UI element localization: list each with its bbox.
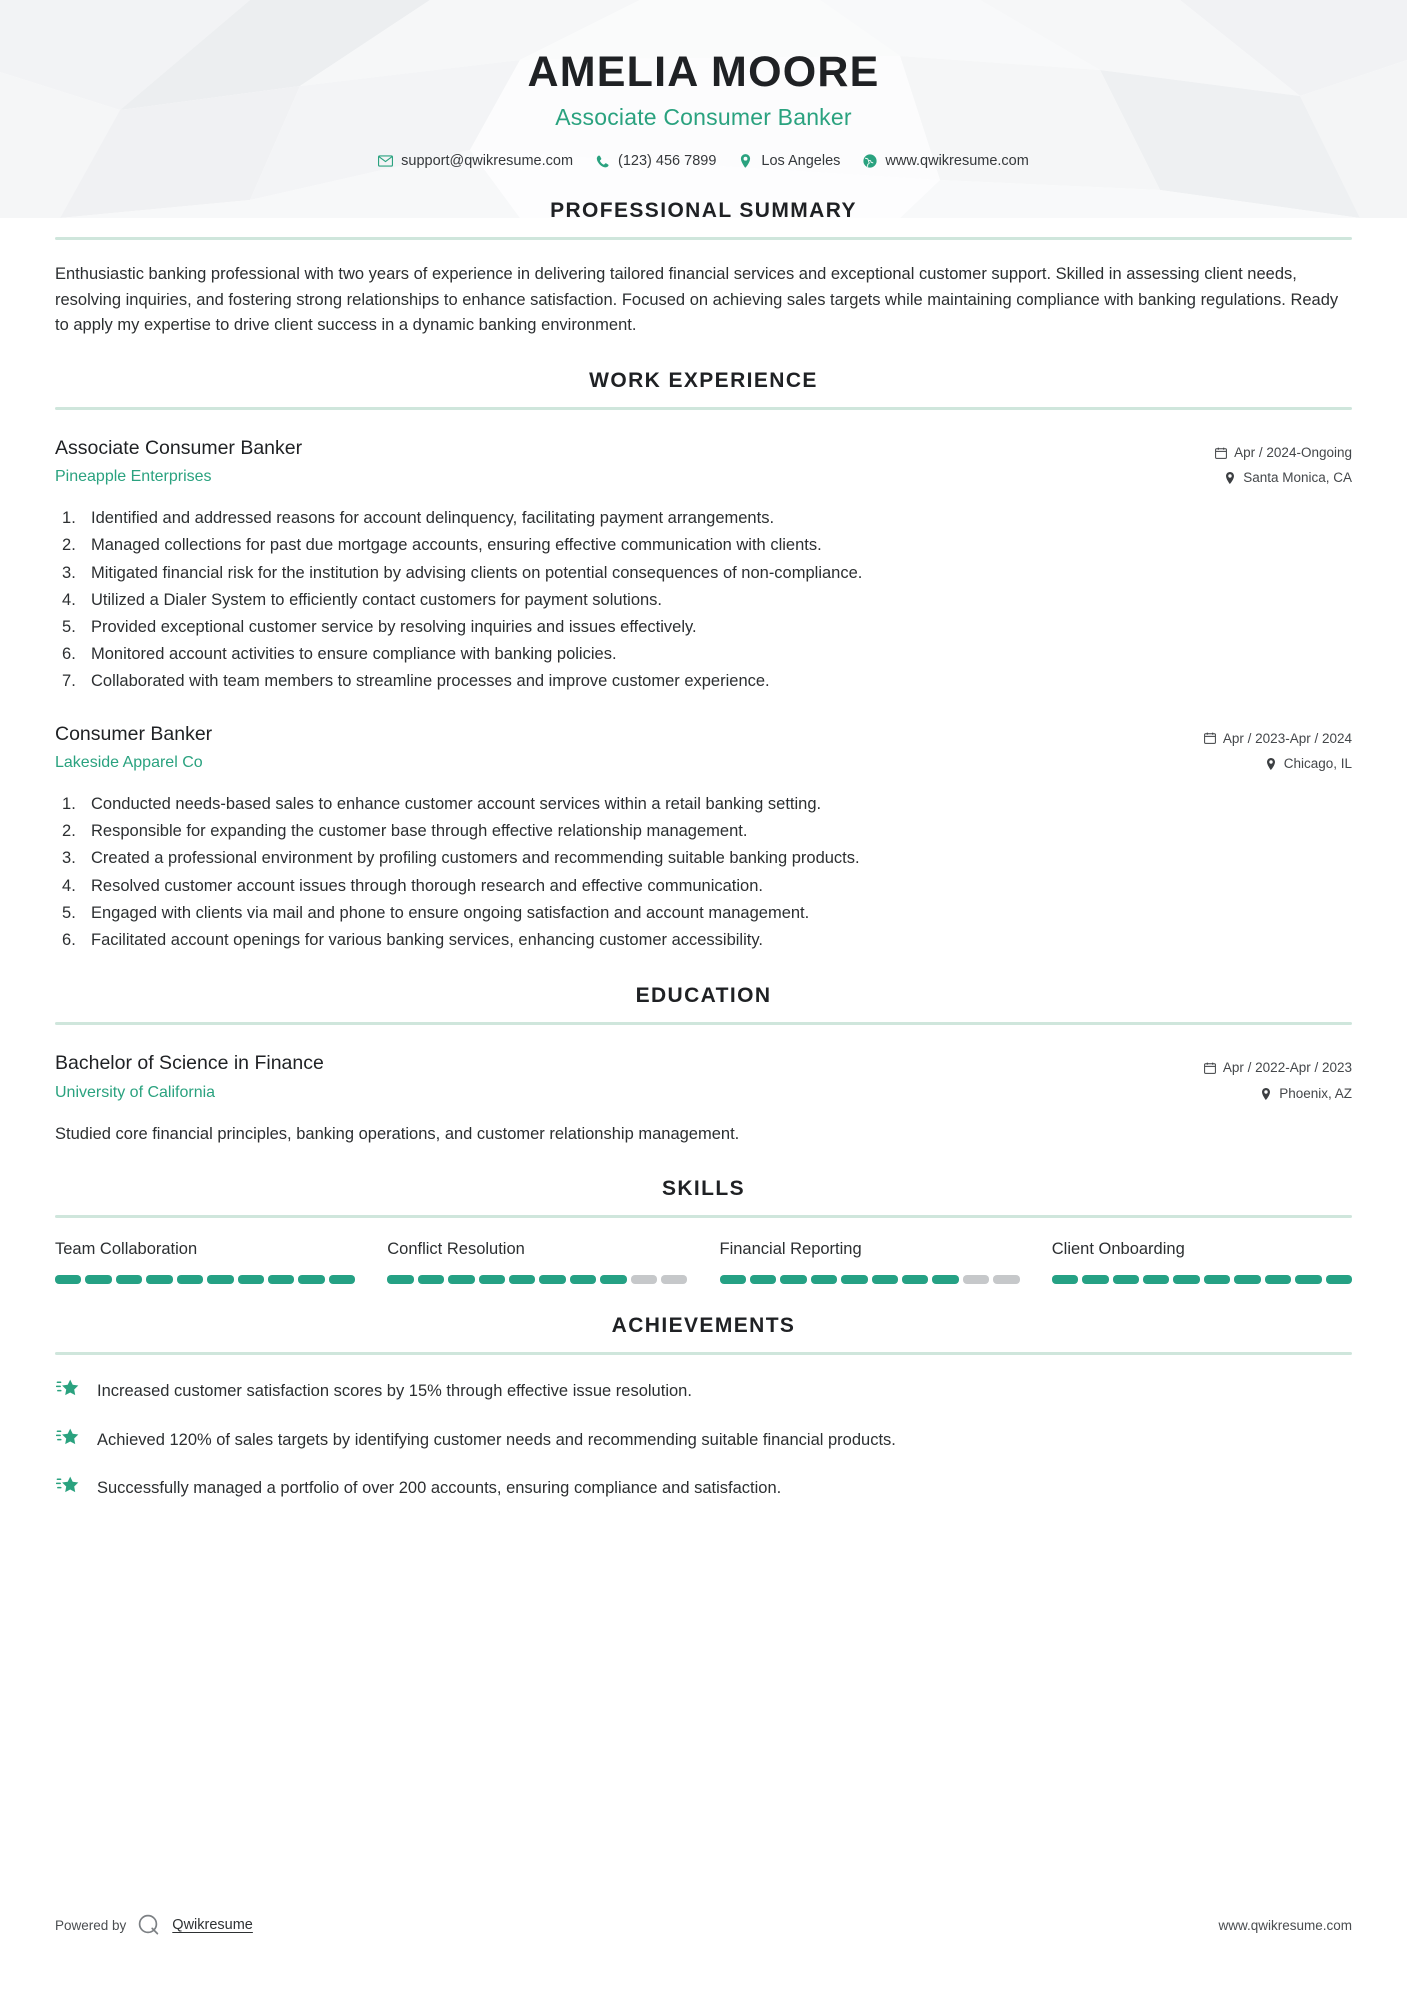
footer-website[interactable]: www.qwikresume.com [1218, 1917, 1352, 1933]
list-item: Conducted needs-based sales to enhance customer account services within a retail banking setting. [91, 794, 822, 813]
skill-rating-segment [780, 1275, 806, 1284]
skill-rating-segment [418, 1275, 444, 1284]
skill-item [1052, 1240, 1352, 1284]
education-meta [1142, 1051, 1352, 1106]
experience-dates: Apr / 2023-Apr / 2024 [1222, 730, 1352, 746]
skill-rating-segment [1052, 1275, 1078, 1284]
section-title-experience: WORK EXPERIENCE [589, 368, 818, 392]
contact-phone[interactable] [589, 153, 722, 169]
list-item: Created a professional environment by profiling customers and recommending suitable banking products. [91, 849, 860, 868]
education-location-line [1142, 1081, 1352, 1107]
skill-rating-segment [207, 1275, 233, 1284]
skill-rating-segment [570, 1275, 596, 1284]
list-item: Responsible for expanding the customer base through effective relationship management. [91, 822, 748, 841]
resume-header [55, 0, 1352, 131]
contact-email-text: support@qwikresume.com [401, 153, 574, 170]
education-institution: University of California [55, 1083, 216, 1101]
list-item: Identified and addressed reasons for account delinquency, facilitating payment arrangements. [91, 509, 775, 528]
skill-rating-segment [238, 1275, 264, 1284]
contact-website-text: www.qwikresume.com [885, 153, 1029, 170]
list-item: Monitored account activities to ensure compliance with banking policies. [91, 645, 617, 664]
page-footer [55, 1912, 1352, 1938]
skills-grid [55, 1240, 1352, 1284]
powered-by-label: Powered by [55, 1917, 127, 1933]
skill-rating-bar [55, 1275, 355, 1284]
skill-rating-segment [631, 1275, 657, 1284]
list-item: Engaged with clients via mail and phone to ensure ongoing satisfaction and account management. [91, 903, 810, 922]
experience-entry [55, 722, 1352, 955]
list-item: Facilitated account openings for various banking services, enhancing customer accessibility. [91, 931, 763, 950]
experience-location: Santa Monica, CA [1243, 470, 1352, 486]
section-work-experience [55, 369, 1352, 954]
education-dates-line [1142, 1055, 1352, 1081]
skill-rating-segment [1173, 1275, 1199, 1284]
calendar-icon [1215, 446, 1227, 459]
skill-label: Team Collaboration [55, 1239, 198, 1258]
experience-entry-header [55, 436, 1352, 491]
list-item: Mitigated financial risk for the institution by advising clients on potential consequences of non-compliance. [91, 563, 863, 582]
star-icon [55, 1376, 81, 1402]
skill-rating-segment [85, 1275, 111, 1284]
map-pin-icon [1224, 472, 1236, 485]
phone-icon [595, 154, 610, 169]
skill-rating-segment [329, 1275, 355, 1284]
contact-email[interactable] [372, 153, 579, 169]
education-entry [55, 1051, 1352, 1147]
skill-rating-segment [1326, 1275, 1352, 1284]
achievement-text: Successfully managed a portfolio of over 200 accounts, ensuring compliance and satisfaction. [97, 1479, 782, 1498]
skill-rating-segment [1082, 1275, 1108, 1284]
skill-item [720, 1240, 1020, 1284]
skill-rating-segment [661, 1275, 687, 1284]
skill-item [55, 1240, 355, 1284]
section-skills [55, 1177, 1352, 1284]
section-title-education: EDUCATION [635, 984, 772, 1008]
skill-rating-segment [448, 1275, 474, 1284]
achievement-text: Achieved 120% of sales targets by identifying customer needs and recommending suitable financial products. [97, 1430, 896, 1449]
skill-item [387, 1240, 687, 1284]
skill-rating-segment [902, 1275, 928, 1284]
skill-rating-segment [387, 1275, 413, 1284]
section-title-skills: SKILLS [661, 1176, 746, 1200]
map-pin-icon [738, 154, 753, 169]
star-icon [55, 1473, 81, 1499]
skill-rating-bar [720, 1275, 1020, 1284]
skill-rating-segment [55, 1275, 81, 1284]
experience-role: Consumer Banker [55, 722, 213, 745]
education-description: Studied core financial principles, banking operations, and customer relationship management. [55, 1124, 740, 1143]
section-divider [55, 1352, 1352, 1355]
contact-website[interactable] [856, 153, 1034, 169]
education-location: Phoenix, AZ [1279, 1085, 1352, 1101]
skill-rating-segment [841, 1275, 867, 1284]
list-item: Utilized a Dialer System to efficiently contact customers for payment solutions. [91, 590, 663, 609]
education-degree: Bachelor of Science in Finance [55, 1052, 324, 1075]
skill-rating-segment [963, 1275, 989, 1284]
skill-rating-segment [116, 1275, 142, 1284]
skill-label: Client Onboarding [1051, 1239, 1185, 1258]
experience-entry-header [55, 722, 1352, 777]
achievement-item [55, 1377, 1352, 1404]
map-pin-icon [1260, 1087, 1272, 1100]
section-title-achievements: ACHIEVEMENTS [611, 1313, 796, 1337]
skill-rating-segment [1204, 1275, 1230, 1284]
skill-rating-segment [932, 1275, 958, 1284]
section-divider [55, 407, 1352, 410]
candidate-name: AMELIA MOORE [527, 48, 880, 96]
summary-text: Enthusiastic banking professional with two years of experience in delivering tailored financial services and exceptional customer support. Skilled in assessing client needs, resolving inquiries, and fostering strong relationships to enhance satisfaction. Focused on achieving sales targets while maintaining compliance with banking regulations. Ready to apply my expertise to drive client success in a dynamic banking environment. [55, 265, 1339, 335]
experience-dates-line [1142, 726, 1352, 752]
skill-rating-segment [1265, 1275, 1291, 1284]
list-item: Collaborated with team members to streamline processes and improve customer experience. [91, 672, 770, 691]
list-item: Managed collections for past due mortgage accounts, ensuring effective communication with clients. [91, 536, 822, 555]
star-icon [55, 1425, 81, 1451]
list-item: Resolved customer account issues through thorough research and effective communication. [91, 876, 763, 895]
contact-location-text: Los Angeles [761, 153, 841, 170]
skill-rating-bar [1052, 1275, 1352, 1284]
skill-rating-segment [1295, 1275, 1321, 1284]
experience-dates: Apr / 2024-Ongoing [1234, 444, 1352, 460]
section-professional-summary [55, 199, 1352, 339]
experience-role: Associate Consumer Banker [55, 436, 303, 459]
experience-location-line [1142, 751, 1352, 777]
skill-rating-segment [872, 1275, 898, 1284]
skill-rating-segment [298, 1275, 324, 1284]
skill-rating-segment [539, 1275, 565, 1284]
skill-label: Financial Reporting [719, 1239, 862, 1258]
skill-rating-segment [1143, 1275, 1169, 1284]
education-entry-header [55, 1051, 1352, 1106]
section-divider [55, 1215, 1352, 1218]
section-title-summary: PROFESSIONAL SUMMARY [550, 199, 857, 223]
skill-rating-segment [720, 1275, 746, 1284]
section-achievements [55, 1314, 1352, 1501]
skill-rating-bar [387, 1275, 687, 1284]
achievement-text: Increased customer satisfaction scores by 15% through effective issue resolution. [97, 1381, 692, 1400]
contact-location[interactable] [732, 153, 846, 169]
calendar-icon [1204, 732, 1216, 745]
qwikresume-brand-link[interactable]: Qwikresume [172, 1917, 253, 1933]
experience-meta [1142, 436, 1352, 491]
skill-rating-segment [1234, 1275, 1260, 1284]
section-divider [55, 237, 1352, 240]
skill-rating-segment [1113, 1275, 1139, 1284]
skill-rating-segment [268, 1275, 294, 1284]
footer-branding [55, 1912, 253, 1938]
experience-meta [1142, 722, 1352, 777]
skill-rating-segment [600, 1275, 626, 1284]
email-icon [378, 154, 393, 169]
skill-rating-segment [177, 1275, 203, 1284]
experience-location-line [1142, 465, 1352, 491]
skill-rating-segment [146, 1275, 172, 1284]
skill-rating-segment [509, 1275, 535, 1284]
list-item: Provided exceptional customer service by resolving inquiries and issues effectively. [91, 618, 697, 636]
skill-rating-segment [479, 1275, 505, 1284]
contact-row [55, 153, 1352, 169]
section-education [55, 984, 1352, 1147]
experience-dates-line [1142, 440, 1352, 466]
skill-rating-segment [811, 1275, 837, 1284]
section-divider [55, 1022, 1352, 1025]
education-dates: Apr / 2022-Apr / 2023 [1222, 1060, 1352, 1076]
experience-organization: Lakeside Apparel Co [55, 754, 203, 771]
experience-bullets [55, 505, 1352, 696]
candidate-job-title: Associate Consumer Banker [555, 104, 852, 131]
globe-icon [862, 154, 877, 169]
skill-label: Conflict Resolution [387, 1239, 525, 1258]
experience-organization: Pineapple Enterprises [55, 468, 212, 486]
calendar-icon [1204, 1062, 1216, 1075]
experience-location: Chicago, IL [1283, 756, 1352, 772]
achievement-item [55, 1426, 1352, 1453]
map-pin-icon [1265, 758, 1277, 771]
achievements-list [55, 1377, 1352, 1501]
contact-phone-text: (123) 456 7899 [618, 153, 717, 170]
experience-bullets [55, 791, 1352, 954]
experience-entry [55, 436, 1352, 696]
achievement-item [55, 1474, 1352, 1501]
skill-rating-segment [993, 1275, 1019, 1284]
qwikresume-logo-icon [136, 1912, 162, 1938]
skill-rating-segment [750, 1275, 776, 1284]
